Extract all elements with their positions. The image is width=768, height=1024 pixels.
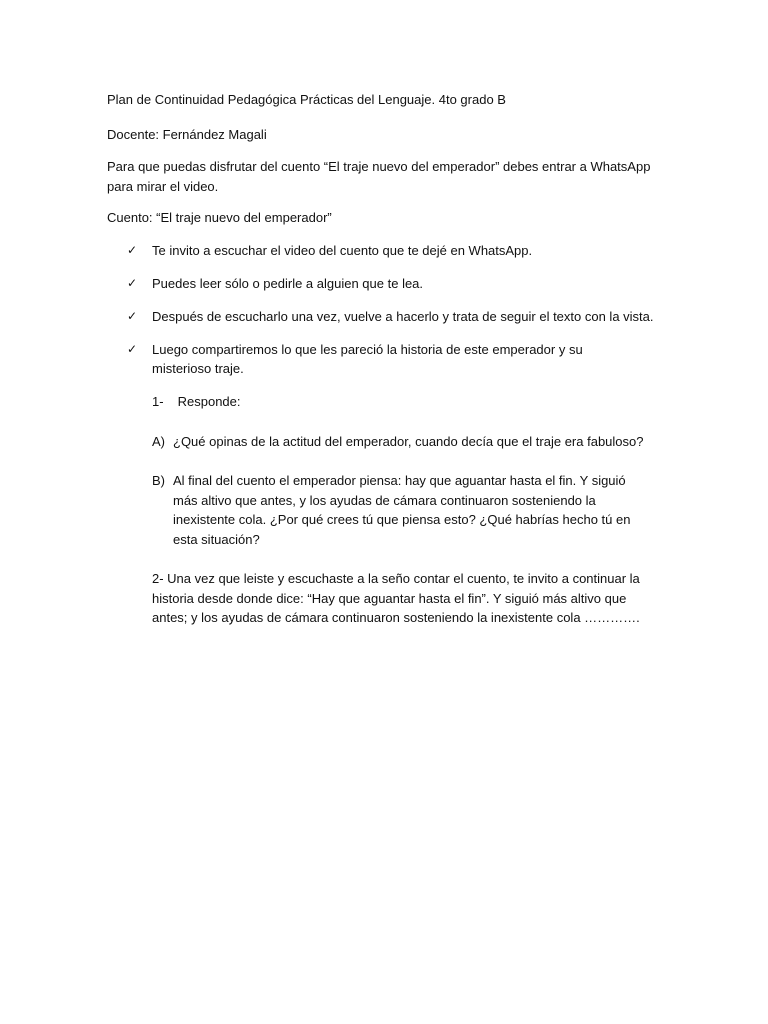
instructions-checklist [107,241,667,379]
checklist-item-text: Después de escucharlo una vez, vuelve a hacerlo y trata de seguir el texto con la vista. [152,308,654,324]
question-text: ¿Qué opinas de la actitud del emperador, cuando decía que el traje era fabuloso? [173,433,644,449]
checklist-item [107,307,667,327]
question-letter: B) [152,473,165,488]
checklist-item-text: Te invito a escuchar el video del cuento que te dejé en WhatsApp. [152,242,533,258]
story-heading: Cuento: “El traje nuevo del emperador” [107,210,332,225]
teacher-name: Docente: Fernández Magali [107,126,267,142]
checklist-item [107,274,667,294]
checkmark-icon: ✓ [127,242,138,257]
checklist-item-text: Luego compartiremos lo que les pareció la historia de este emperador y su misterioso traje. [152,341,583,376]
document-title: Plan de Continuidad Pedagógica Prácticas del Lenguaje. 4to grado B [107,92,506,107]
question-letter: A) [152,433,165,449]
checklist-item [107,241,667,261]
question-text: Al final del cuento el emperador piensa: hay que aguantar hasta el fin. Y siguió más altivo que antes, y los ayudas de cámara continuaron sosteniendo la inexistente cola. ¿Por qué crees tú que piensa esto? ¿Qué habrías hecho tú en esta situación? [173,473,631,547]
continue-story-paragraph: 2- Una vez que leiste y escuchaste a la seño contar el cuento, te invito a continuar la historia desde donde dice: “Hay que aguantar hasta el fin”. Y siguió más altivo que antes; y los ayudas de cámara continuaron sosteniendo la inexistente cola …………. [152,571,640,625]
respond-heading [107,392,667,412]
checklist-item [107,340,602,379]
checkmark-icon: ✓ [127,275,138,290]
question-a [107,432,667,452]
checklist-item-text: Puedes leer sólo o pedirle a alguien que te lea. [152,275,424,291]
intro-paragraph: Para que puedas disfrutar del cuento “El traje nuevo del emperador” debes entrar a WhatsApp para mirar el video. [107,159,651,194]
document-body [107,90,667,628]
respond-label: Responde: [177,394,241,409]
checkmark-icon: ✓ [127,341,138,356]
respond-number: 1- [152,394,164,409]
checkmark-icon: ✓ [127,308,138,323]
question-b [107,471,643,549]
